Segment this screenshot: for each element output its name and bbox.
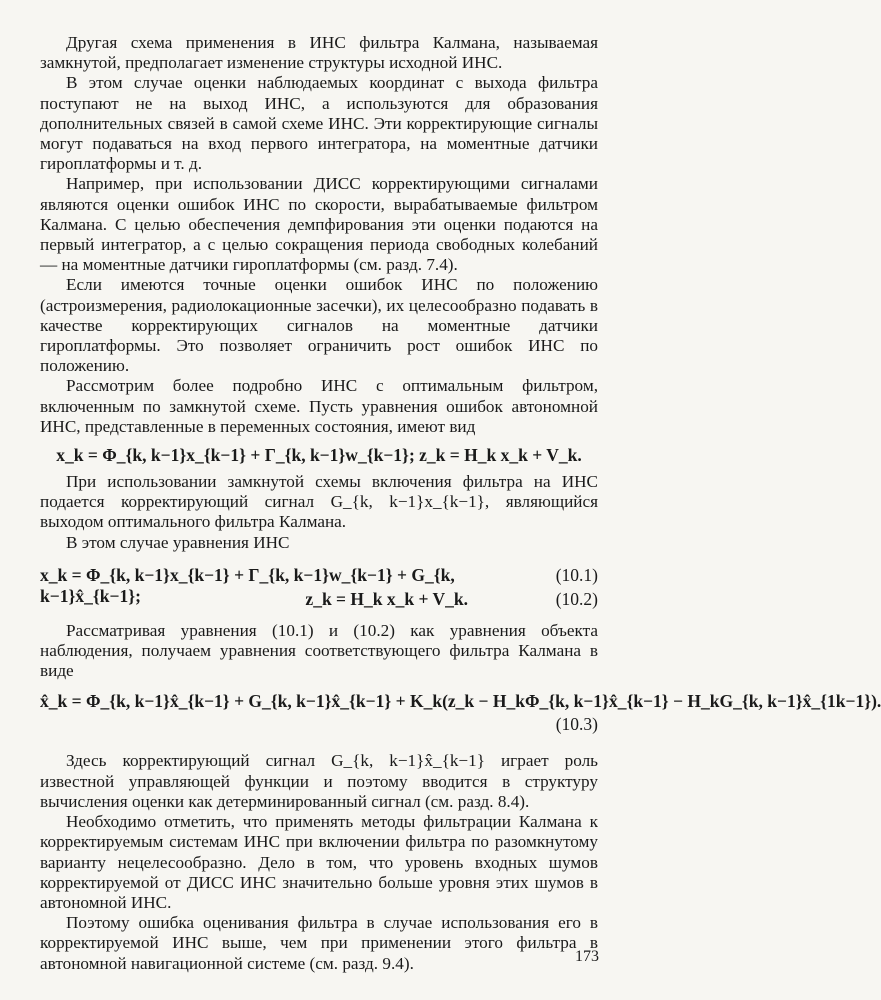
paragraph: В этом случае уравнения ИНС xyxy=(66,532,290,552)
equation-10-2 xyxy=(40,587,598,611)
equation-10-3: x̂_k = Φ_{k, k−1}x̂_{k−1} + G_{k, k−1}x̂_{k−1} + K_k(z_k − H_kΦ_{k, k−1}x̂_{k−1} − H_kG_{k, k−1}x̂_{1k−1}). xyxy=(40,691,881,712)
paragraph: В этом случае оценки наблюдаемых координат с выхода фильтра поступают не на выход ИНС, а используются для образования дополнительных связей в самой схеме ИНС. Эти корректирующие сигналы могут подаваться на вход первого интегратора, на моментные датчики гироплатформы и т. д. xyxy=(40,73,598,174)
equation-body: x_k = Φ_{k, k−1}x_{k−1} + Γ_{k, k−1}w_{k−1} + G_{k, k−1}x̂_{k−1}; xyxy=(40,564,455,606)
paragraph: Поэтому ошибка оценивания фильтра в случае использования его в корректируемой ИНС выше, чем при применении этого фильтра в автономной навигационной системе (см. разд. 9.4). xyxy=(40,913,598,973)
equation-number: (10.3) xyxy=(555,714,598,735)
state-equation: x_k = Φ_{k, k−1}x_{k−1} + Γ_{k, k−1}w_{k−1}; z_k = H_k x_k + V_k. xyxy=(56,445,582,466)
paragraph: При использовании замкнутой схемы включения фильтра на ИНС подается корректирующий сигнал G_{k, k−1}x_{k−1}, являющийся выходом оптимального фильтра Калмана. xyxy=(40,472,598,532)
paragraph: Рассматривая уравнения (10.1) и (10.2) как уравнения объекта наблюдения, получаем уравнения соответствующего фильтра Калмана в виде xyxy=(40,620,598,681)
equation-body: z_k = H_k x_k + V_k. xyxy=(305,588,468,609)
paragraph: Рассмотрим более подробно ИНС с оптимальным фильтром, включенным по замкнутой схеме. Пусть уравнения ошибок автономной ИНС, представленные в переменных состояния, имеют вид xyxy=(40,376,598,436)
paragraph: Другая схема применения в ИНС фильтра Калмана, называемая замкнутой, предполагает изменение структуры исходной ИНС. xyxy=(40,33,598,73)
equation-number: (10.2) xyxy=(555,588,598,609)
page-number: 173 xyxy=(575,948,599,965)
paragraph: Здесь корректирующий сигнал G_{k, k−1}x̂_{k−1} играет роль известной управляющей функции и поэтому вводится в структуру вычисления оценки как детерминированный сигнал (см. разд. 8.4). xyxy=(40,751,598,811)
paragraph: Если имеются точные оценки ошибок ИНС по положению (астроизмерения, радиолокационные засечки), их целесообразно подавать в качестве корректирующих сигналов на моментные датчики гироплатформы. Это позволяет ограничить рост ошибок ИНС по положению. xyxy=(40,275,598,376)
equation-number: (10.1) xyxy=(555,564,598,585)
page-body xyxy=(40,33,881,974)
paragraph: Например, при использовании ДИСС корректирующими сигналами являются оценки ошибок ИНС по скорости, вырабатываемые фильтром Калмана. С целью обеспечения демпфирования эти оценки подаются на первый интегратор, а с целью сокращения периода свободных колебаний — на моментные датчики гироплатформы (см. разд. 7.4). xyxy=(40,174,598,275)
paragraph: Необходимо отметить, что применять методы фильтрации Калмана к корректируемым системам ИНС при включении фильтра по разомкнутому варианту нецелесообразно. Дело в том, что уровень входных шумов корректируемой от ДИСС ИНС значительно больше уровня этих шумов в автономной ИНС. xyxy=(40,812,598,912)
